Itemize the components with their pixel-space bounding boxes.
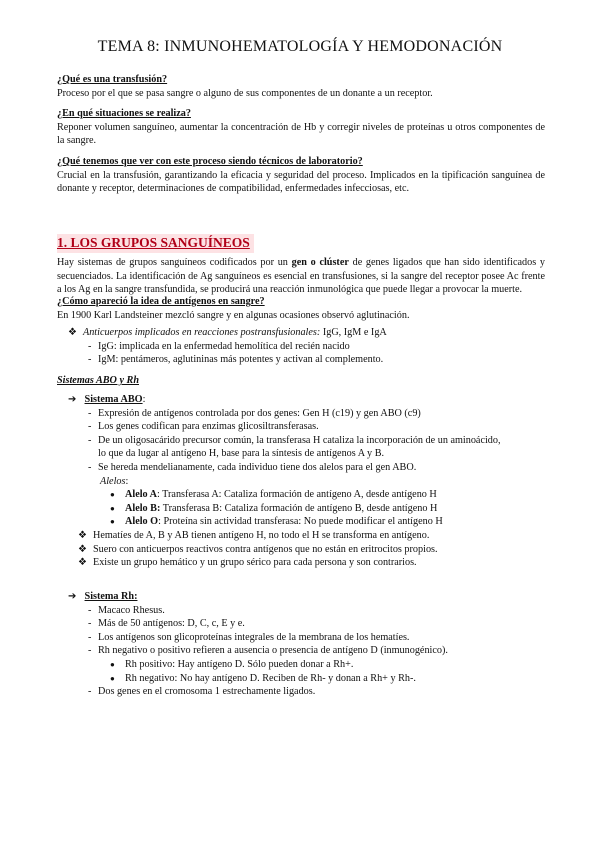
rh-item: - Los antígenos son glicoproteínas integrales de la membrana de los hematíes.: [88, 631, 556, 645]
antigen-origin-block: [57, 295, 545, 322]
abo-item: - Los genes codifican para enzimas glicosiltransferasas.: [88, 420, 556, 434]
allele-text: Transferasa B: Cataliza formación de antígeno B, desde antígeno H: [160, 502, 438, 514]
abo-note-text: Suero con anticuerpos reactivos contra antígenos que no están en eritrocitos propios.: [92, 543, 438, 555]
allele-item: [110, 488, 556, 502]
paragraph-bold: gen o clúster: [291, 257, 349, 268]
abo-rh-heading-block: [57, 374, 545, 388]
abo-note-text: Hematíes de A, B y AB tienen antígeno H, no todo el H se transforma en antígeno.: [92, 529, 430, 541]
allele-name: Alelo B:: [125, 502, 161, 514]
arrow-bullet-icon: ➔: [68, 394, 77, 405]
arrow-bullet-icon: ➔: [68, 591, 77, 602]
diamond-bullet-icon: ❖: [78, 543, 87, 555]
antibody-item: - IgM: pentámeros, aglutininas más potentes y activan al complemento.: [88, 353, 556, 367]
abo-title-colon: :: [142, 394, 146, 405]
abo-block: [68, 393, 556, 570]
answer-lab: Crucial en la transfusión, garantizando la eficacia y seguridad del proceso. Implicados en la tipificación sanguínea de donante y receptor, determinaciones de compatibilidad, enfermedades infecciosas, etc.: [57, 169, 545, 195]
alelos-label: Alelos: [100, 475, 126, 487]
rh-title: Sistema Rh:: [84, 591, 138, 602]
paragraph-text-cont: de genes ligados que han sido identificados y secuenciados. La identificación de Ag sanguíneos es esencial en transfusiones, si la sangre del receptor posee Ac frente a los Ag en la sangre transfundida, se producirá una reacción inmunológica que puede llegar a provocar la muerte.: [57, 257, 546, 296]
abo-item: - Se hereda mendelianamente, cada individuo tiene dos alelos para el gen ABO.: [88, 461, 556, 475]
section1-paragraph: [57, 256, 545, 297]
abo-note: [78, 529, 556, 543]
diamond-bullet-icon: ❖: [78, 557, 87, 569]
rh-dot-item: ● Rh negativo: No hay antígeno D. Reciben de Rh- y donan a Rh+ y Rh-.: [110, 672, 556, 686]
answer-antigen-origin: En 1900 Karl Landsteiner mezcló sangre y en algunas ocasiones observó aglutinación.: [57, 309, 410, 321]
rh-dot-item: ● Rh positivo: Hay antígeno D. Sólo pueden donar a Rh+.: [110, 658, 556, 672]
question-transfusion: ¿Qué es una transfusión?: [57, 74, 168, 85]
question-antigen-origin: ¿Cómo apareció la idea de antígenos en sangre?: [57, 296, 265, 307]
antibodies-label: Anticuerpos implicados en reacciones postransfusionales:: [82, 327, 321, 338]
rh-block: [68, 590, 556, 699]
allele-text: : Transferasa A: Cataliza formación de antígeno A, desde antígeno H: [156, 489, 437, 501]
alelos-colon: :: [125, 475, 129, 487]
allele-text: : Proteína sin actividad transferasa: No puede modificar el antígeno H: [158, 516, 443, 528]
rh-item: - Rh negativo o positivo refieren a ausencia o presencia de antígeno D (inmunogénico).: [88, 644, 556, 658]
question-situations: ¿En qué situaciones se realiza?: [57, 108, 191, 119]
intro-block: [57, 73, 545, 100]
abo-note: [78, 543, 556, 557]
abo-note-text: Existe un grupo hemático y un grupo sérico para cada persona y son contrarios.: [92, 557, 417, 569]
abo-note: [78, 556, 556, 570]
allele-name: Alelo O: [125, 516, 159, 528]
antibody-item: - IgG: implicada en la enfermedad hemolítica del recién nacido: [88, 340, 556, 354]
answer-transfusion: Proceso por el que se pasa sangre o alguno de sus componentes de un donante a un receptor.: [57, 87, 433, 99]
page-title: TEMA 8: INMUNOHEMATOLOGÍA Y HEMODONACIÓN: [97, 38, 503, 55]
abo-item: - Expresión de antígenos controlada por dos genes: Gen H (c19) y gen ABO (c9): [88, 407, 556, 421]
abo-title: Sistema ABO: [84, 394, 143, 405]
antibodies-types: IgG, IgM e IgA: [320, 327, 387, 338]
abo-item-cont: lo que da lugar al antígeno H, base para la síntesis de antígenos A y B.: [98, 448, 385, 460]
diamond-bullet-icon: ❖: [68, 327, 77, 338]
antibodies-block: [68, 326, 556, 367]
paragraph-text: Hay sistemas de grupos sanguíneos codificados por un: [57, 257, 292, 268]
allele-item: [110, 515, 556, 529]
rh-item: - Más de 50 antígenos: D, C, c, E y e.: [88, 617, 556, 631]
diamond-bullet-icon: ❖: [78, 529, 87, 541]
situations-block: [57, 107, 545, 148]
abo-item: - De un oligosacárido precursor común, la transferasa H cataliza la incorporación de un aminoácido,: [88, 434, 556, 448]
rh-item: - Macaco Rhesus.: [88, 604, 556, 618]
answer-situations: Reponer volumen sanguíneo, aumentar la concentración de Hb y corregir niveles de proteínas u otros componentes de la sangre.: [57, 121, 545, 147]
allele-name: Alelo A: [125, 489, 157, 501]
abo-rh-heading: Sistemas ABO y Rh: [57, 375, 139, 386]
allele-item: [110, 502, 556, 516]
alelos-label-line: [88, 475, 556, 489]
rh-item: - Dos genes en el cromosoma 1 estrechamente ligados.: [88, 685, 556, 699]
question-lab: ¿Qué tenemos que ver con este proceso siendo técnicos de laboratorio?: [57, 156, 363, 167]
section-heading-grupos: 1. LOS GRUPOS SANGUÍNEOS: [57, 234, 254, 253]
lab-block: [57, 155, 545, 196]
